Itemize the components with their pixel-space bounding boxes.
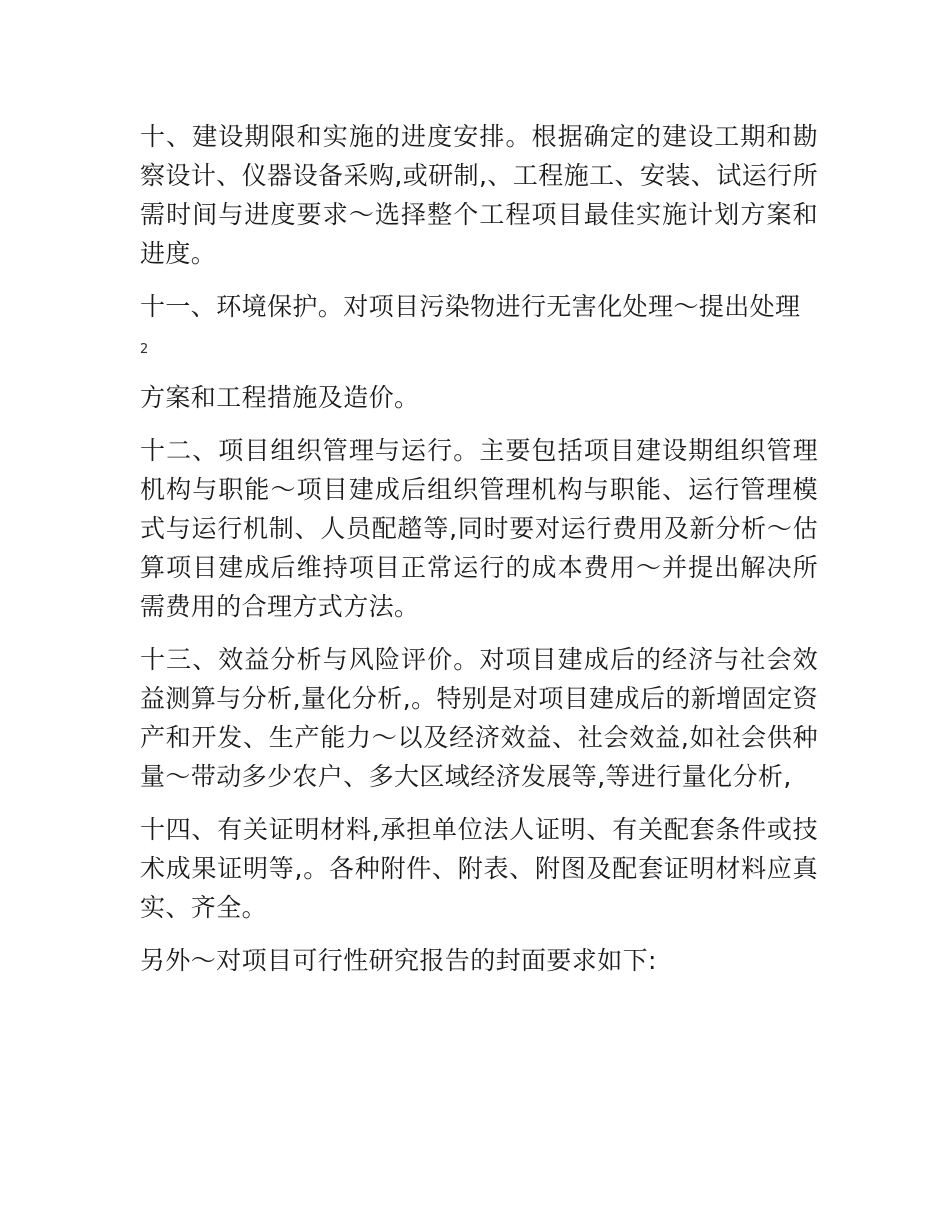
page-number: 2 xyxy=(140,342,149,357)
paragraph-benefit-risk-analysis: 十三、效益分析与风险评价。对项目建成后的经济与社会效益测算与分析,量化分析,。特别是对项目建成后的新增固定资产和开发、生产能力～以及经济效益、社会效益,如社会供种量～带动多少农户、多大区域经济发展等,等进行量化分析, xyxy=(140,645,818,791)
document-body xyxy=(140,117,818,994)
paragraph-environmental-protection: 十一、环境保护。对项目污染物进行无害化处理～提出处理 xyxy=(140,292,801,321)
paragraph-supporting-materials: 十四、有关证明材料,承担单位法人证明、有关配套条件或技术成果证明等,。各种附件、附表、附图及配套证明材料应真实、齐全。 xyxy=(140,815,818,922)
paragraph-cover-requirements-intro: 另外～对项目可行性研究报告的封面要求如下: xyxy=(140,946,657,975)
paragraph-construction-schedule: 十、建设期限和实施的进度安排。根据确定的建设工期和勘察设计、仪器设备采购,或研制,、工程施工、安装、试运行所需时间与进度要求～选择整个工程项目最佳实施计划方案和进度。 xyxy=(140,122,818,268)
paragraph-environmental-protection-continued: 方案和工程措施及造价。 xyxy=(140,383,420,412)
paragraph-organization-management: 十二、项目组织管理与运行。主要包括项目建设期组织管理机构与职能～项目建成后组织管理机构与职能、运行管理模式与运行机制、人员配趦等,同时要对运行费用及新分析～估算项目建成后维持项目正常运行的成本费用～并提出解决所需费用的合理方式方法。 xyxy=(140,436,818,621)
